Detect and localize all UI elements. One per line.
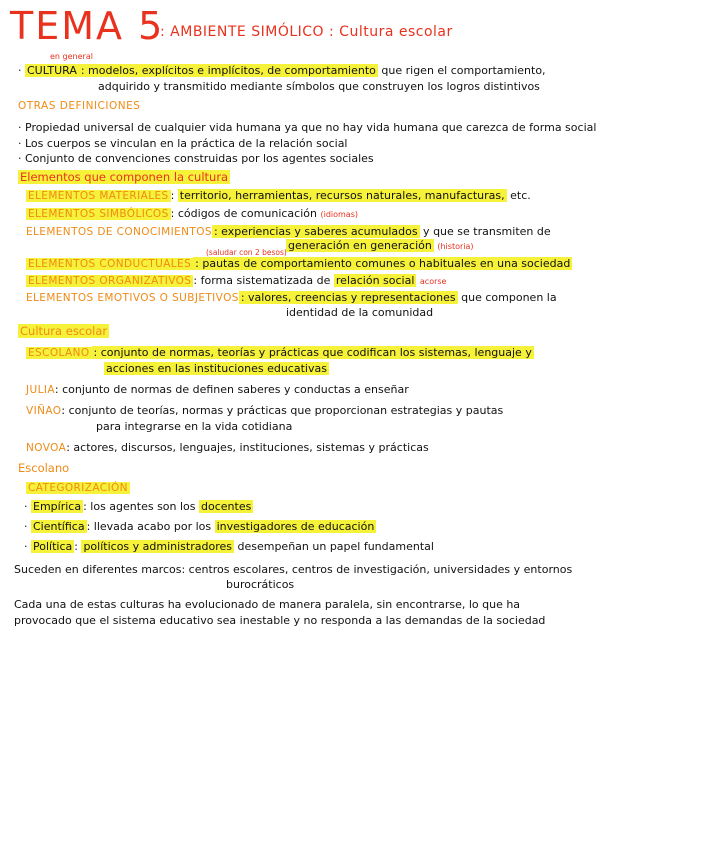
vinao-label: VIÑAO [26, 405, 62, 417]
cultura-note: en general [50, 52, 93, 61]
categoria-item: · Científica : llevada acabo por los investigadores de educación [24, 520, 375, 533]
def-escolano-line-2: acciones en las instituciones educativas [106, 362, 327, 375]
def-escolano: ESCOLANO : conjunto de normas, teorías y prácticas que codifican los sistemas, lenguaje y [28, 346, 532, 359]
cultura-label: CULTURA [27, 64, 77, 77]
cultura-escolar-heading: Cultura escolar [20, 324, 108, 338]
elementos-organizativos: ELEMENTOS ORGANIZATIVOS : forma sistematizada de relación social acorse [28, 274, 447, 287]
elementos-conocimientos: ELEMENTOS DE CONOCIMIENTOS : experiencias y saberes acumulados y que se transmiten de [26, 225, 551, 238]
marcos-line-1: Suceden en diferentes marcos: centros escolares, centros de investigación, universidades y entornos [14, 563, 573, 576]
escolano-label: ESCOLANO [28, 347, 90, 359]
cultura-line-1: · CULTURA : modelos, explícitos e implícitos, de comportamiento que rigen el comportamiento, [18, 64, 546, 77]
otras-item: · Propiedad universal de cualquier vida humana ya que no hay vida humana que carezca de forma social [18, 121, 597, 134]
def-novoa: NOVOA: actores, discursos, lenguajes, instituciones, sistemas y prácticas [26, 441, 429, 454]
elementos-materiales: ELEMENTOS MATERIALES : territorio, herramientas, recursos naturales, manufacturas, etc. [28, 189, 531, 202]
conocimientos-line-2: generación en generación (historia) [288, 239, 474, 252]
elementos-conductuales: ELEMENTOS CONDUCTUALES : pautas de comportamiento comunes o habituales en una sociedad [28, 257, 571, 270]
conocimientos-label: ELEMENTOS DE CONOCIMIENTOS [26, 226, 212, 238]
cultura-definition-rest: que rigen el comportamiento, [381, 64, 546, 77]
conductuales-note: (saludar con 2 besos) [206, 248, 287, 257]
categoria-item: · Empírica : los agentes son los docentes [24, 500, 252, 513]
conductuales-label: ELEMENTOS CONDUCTUALES [28, 258, 192, 270]
conclusion-line-2: provocado que el sistema educativo sea inestable y no responda a las demandas de la sociedad [14, 614, 546, 627]
escolano-heading: Escolano [18, 461, 70, 475]
novoa-label: NOVOA [26, 442, 67, 454]
categoria-item: · Política : políticos y administradores desempeñan un papel fundamental [24, 540, 434, 553]
organizativos-label: ELEMENTOS ORGANIZATIVOS [28, 275, 192, 287]
def-julia: JULIA: conjunto de normas de definen saberes y conductas a enseñar [26, 383, 409, 396]
elementos-heading: Elementos que componen la cultura [20, 170, 229, 184]
cultura-definition-highlight: : modelos, explícitos e implícitos, de comportamiento [80, 64, 376, 77]
cultura-line-2: adquirido y transmitido mediante símbolos que construyen los logros distintivos [98, 80, 540, 93]
marcos-line-2: burocráticos [226, 578, 295, 591]
materiales-label: ELEMENTOS MATERIALES [28, 190, 169, 202]
def-vinao: VIÑAO: conjunto de teorías, normas y prácticas que proporcionan estrategias y pautas [26, 404, 504, 417]
page-title: TEMA 5 [10, 4, 165, 48]
elementos-simbolicos: ELEMENTOS SIMBÓLICOS : códigos de comunicación (idiomas) [28, 207, 358, 220]
categorizacion-heading: CATEGORIZACIÓN [28, 482, 128, 494]
conclusion-line-1: Cada una de estas culturas ha evolucionado de manera paralela, sin encontrarse, lo que ha [14, 598, 521, 611]
otras-item: · Conjunto de convenciones construidas por los agentes sociales [18, 152, 374, 165]
elementos-emotivos: ELEMENTOS EMOTIVOS O SUBJETIVOS : valores, creencias y representaciones que componen la [26, 291, 557, 304]
page-subtitle: : AMBIENTE SIMÓLICO : Cultura escolar [160, 24, 453, 40]
def-vinao-line-2: para integrarse en la vida cotidiana [96, 420, 293, 433]
otras-heading: OTRAS DEFINICIONES [18, 100, 141, 112]
julia-label: JULIA [26, 384, 55, 396]
emotivos-label: ELEMENTOS EMOTIVOS O SUBJETIVOS [26, 292, 239, 304]
emotivos-line-2: identidad de la comunidad [286, 306, 434, 319]
otras-item: · Los cuerpos se vinculan en la práctica de la relación social [18, 137, 348, 150]
simbolicos-label: ELEMENTOS SIMBÓLICOS [28, 208, 169, 220]
